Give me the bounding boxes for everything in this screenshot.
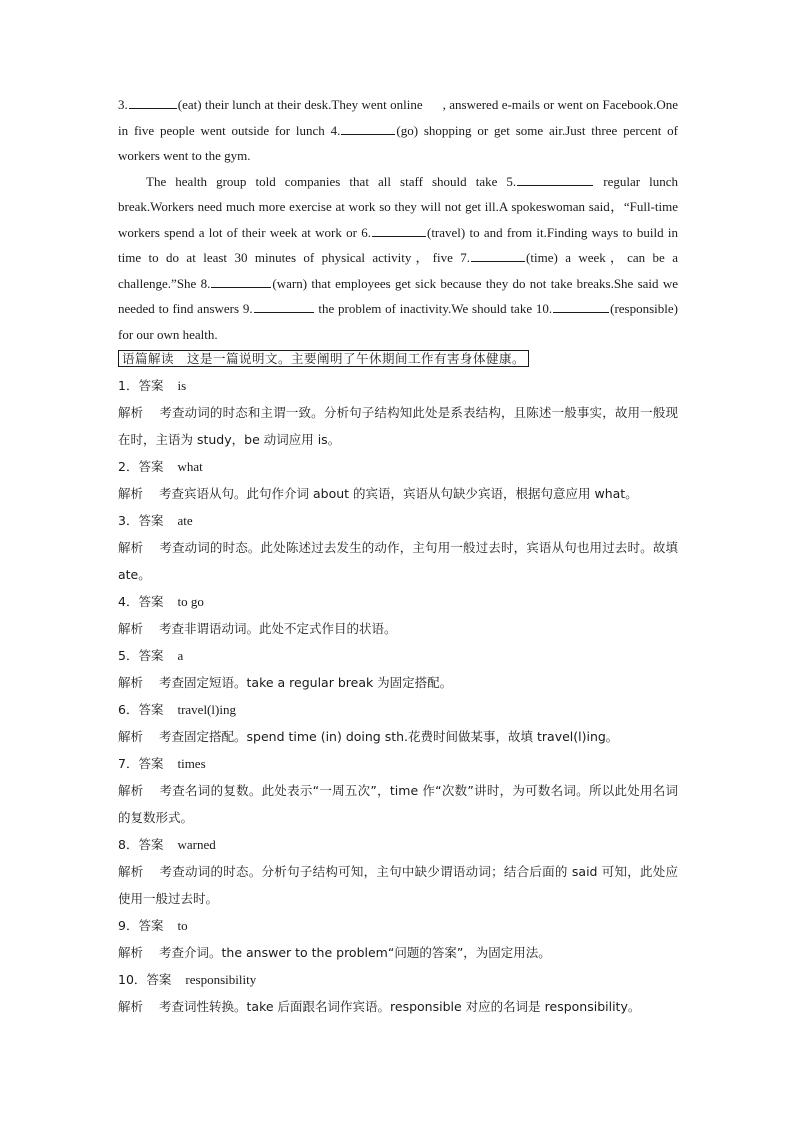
answer-label: 答案: [138, 918, 164, 933]
explanation-text: 考查动词的时态。此处陈述过去发生的动作，主句用一般过去时，宾语从句也用过去时。故填 ate。: [118, 540, 678, 582]
explanation-label: 解析: [118, 864, 144, 879]
answer-label: 答案: [138, 594, 164, 609]
passage-text: (warn) that employees get sick because they do not take breaks.She said we needed to find answers 9.: [118, 275, 678, 316]
answer-value: to go: [177, 594, 204, 609]
answer-number: 1．: [118, 378, 139, 393]
passage-paragraph-2: [118, 169, 678, 348]
answer-label: 答案: [138, 459, 164, 474]
explanation-row: [118, 534, 678, 588]
passage-text: regular lunch break.Workers need much more exercise at work so they will not get ill.A spokeswoman said，“Full-time workers spend a lot of their week at work or 6.: [118, 173, 678, 240]
answer-row: [118, 372, 678, 399]
answer-row: [118, 507, 678, 534]
answer-number: 8．: [118, 837, 139, 852]
explanation-row: [118, 939, 678, 966]
answer-label: 答案: [138, 702, 164, 717]
answer-value: travel(l)ing: [177, 702, 236, 717]
passage-text: the problem of inactivity.We should take 10.: [318, 301, 553, 316]
answer-label: 答案: [138, 378, 164, 393]
passage-text: (travel) to and from it.Finding ways to build in time to do at least 30 minutes of physical activity，five 7.: [118, 224, 678, 265]
answer-row: [118, 750, 678, 777]
explanation-text: 考查宾语从句。此句作介词 about 的宾语，宾语从句缺少宾语，根据句意应用 what。: [159, 486, 638, 501]
answer-row: [118, 966, 678, 993]
answer-number: 5．: [118, 648, 139, 663]
blank-7: [471, 247, 525, 262]
explanation-text: 考查名词的复数。此处表示“一周五次”，time 作“次数”讲时，为可数名词。所以此处用名词的复数形式。: [118, 783, 678, 825]
answer-row: [118, 642, 678, 669]
answer-number: 4．: [118, 594, 139, 609]
answer-list: [118, 372, 678, 1020]
passage-text: (time) a week，can be a challenge.”She 8.: [118, 250, 678, 291]
explanation-row: [118, 993, 678, 1020]
explanation-text: 考查动词的时态。分析句子结构可知，主句中缺少谓语动词；结合后面的 said 可知，此处应使用一般过去时。: [118, 864, 678, 906]
passage-text: (responsible) for our own health.: [118, 301, 678, 342]
answer-label: 答案: [138, 513, 164, 528]
explanation-label: 解析: [118, 783, 144, 798]
passage-text: The health group told companies that all staff should take 5.: [146, 173, 517, 189]
answer-value: times: [177, 756, 206, 771]
passage-text: , answered e-mails or went on Facebook.One in five people went outside for lunch 4.: [118, 97, 678, 138]
explanation-text: 考查介词。the answer to the problem“问题的答案”，为固定用法。: [159, 945, 551, 960]
explanation-text: 考查非谓语动词。此处不定式作目的状语。: [159, 621, 397, 636]
explanation-row: [118, 723, 678, 750]
answer-value: warned: [177, 837, 216, 852]
explanation-label: 解析: [118, 405, 144, 420]
explanation-label: 解析: [118, 486, 144, 501]
answer-value: responsibility: [185, 972, 257, 987]
blank-9: [254, 298, 314, 313]
blank-8: [211, 273, 271, 288]
explanation-label: 解析: [118, 675, 144, 690]
blank-3: [129, 94, 177, 109]
explanation-label: 解析: [118, 540, 144, 555]
answer-number: 9．: [118, 918, 139, 933]
answer-row: [118, 588, 678, 615]
blank-10: [553, 298, 609, 313]
explanation-label: 解析: [118, 729, 144, 744]
answer-number: 6．: [118, 702, 139, 717]
explanation-text: 考查词性转换。take 后面跟名词作宾语。responsible 对应的名词是 responsibility。: [159, 999, 641, 1014]
answer-number: 7．: [118, 756, 139, 771]
answer-label: 答案: [138, 648, 164, 663]
explanation-row: [118, 399, 678, 453]
blank-6: [372, 222, 426, 237]
explanation-row: [118, 480, 678, 507]
blank-number-3: 3.: [118, 97, 128, 112]
explanation-label: 解析: [118, 945, 144, 960]
answer-number: 3．: [118, 513, 139, 528]
explanation-row: [118, 777, 678, 831]
passage-text: (go) shopping or get some air.Just three percent of workers went to the gym.: [118, 122, 678, 163]
answer-number: 2．: [118, 459, 139, 474]
passage-text: (eat) their lunch at their desk.They went online: [177, 97, 423, 112]
answer-row: [118, 696, 678, 723]
answer-row: [118, 912, 678, 939]
answer-value: what: [177, 459, 203, 474]
blank-5: [517, 171, 593, 186]
answer-value: is: [177, 378, 187, 393]
explanation-text: 考查固定短语。take a regular break 为固定搭配。: [159, 675, 453, 690]
answer-label: 答案: [146, 972, 172, 987]
answer-value: to: [177, 918, 188, 933]
explanation-text: 考查动词的时态和主谓一致。分析句子结构知此处是系表结构，且陈述一般事实，故用一般现在时，主语为 study，be 动词应用 is。: [118, 405, 678, 447]
answer-label: 答案: [138, 837, 164, 852]
blank-4: [341, 120, 395, 135]
answer-number: 10．: [118, 972, 147, 987]
passage-paragraph-1: [118, 92, 678, 169]
explanation-row: [118, 669, 678, 696]
answer-value: a: [177, 648, 184, 663]
answer-label: 答案: [138, 756, 164, 771]
answer-value: ate: [177, 513, 193, 528]
explanation-text: 考查固定搭配。spend time (in) doing sth.花费时间做某事，故填 travel(l)ing。: [159, 729, 619, 744]
explanation-label: 解析: [118, 999, 144, 1014]
explanation-row: [118, 615, 678, 642]
passage-guide-box: 语篇解读 这是一篇说明文。主要阐明了午休期间工作有害身体健康。: [118, 350, 529, 367]
explanation-label: 解析: [118, 621, 144, 636]
explanation-row: [118, 858, 678, 912]
answer-row: [118, 831, 678, 858]
document-page: [118, 92, 678, 1020]
answer-row: [118, 453, 678, 480]
